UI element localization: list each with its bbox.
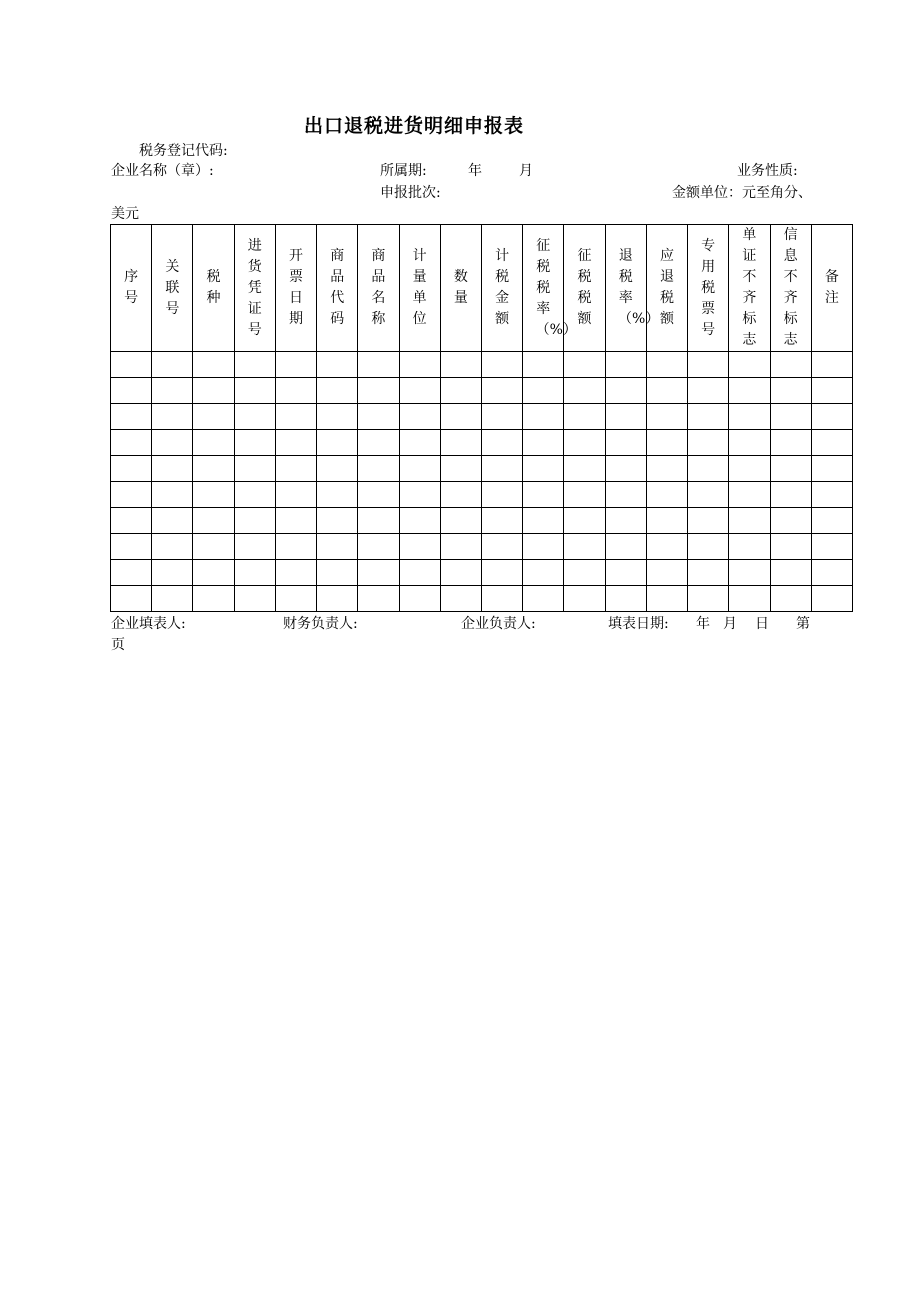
column-header-label: 进货凭证号 [247, 237, 262, 338]
table-cell[interactable] [193, 586, 234, 612]
table-cell[interactable] [193, 560, 234, 586]
table-cell[interactable] [811, 404, 852, 430]
table-cell[interactable] [523, 534, 564, 560]
table-cell[interactable] [275, 456, 316, 482]
table-cell[interactable] [564, 508, 605, 534]
table-cell[interactable] [399, 352, 440, 378]
table-cell[interactable] [481, 352, 522, 378]
period-month: 月 [519, 163, 533, 179]
table-cell[interactable] [440, 482, 481, 508]
table-cell[interactable] [152, 430, 193, 456]
table-row [111, 378, 853, 404]
table-cell[interactable] [358, 456, 399, 482]
table-cell[interactable] [729, 508, 770, 534]
column-header [481, 225, 522, 352]
period-year: 年 [468, 163, 482, 179]
table-cell[interactable] [605, 456, 646, 482]
table-cell[interactable] [523, 482, 564, 508]
page-label: 第 [796, 616, 810, 632]
column-header-label: 备注 [824, 269, 839, 306]
table-cell[interactable] [234, 430, 275, 456]
table-cell[interactable] [399, 534, 440, 560]
table-cell[interactable] [564, 430, 605, 456]
table-row [111, 352, 853, 378]
column-header-label: 计量单位 [412, 248, 427, 327]
column-header-label: 开票日期 [288, 248, 303, 327]
table-cell[interactable] [440, 560, 481, 586]
table-cell[interactable] [317, 430, 358, 456]
table-cell[interactable] [646, 586, 687, 612]
column-header-label: 数量 [453, 269, 468, 306]
table-cell[interactable] [317, 378, 358, 404]
column-header [234, 225, 275, 352]
table-cell[interactable] [481, 404, 522, 430]
table-row [111, 404, 853, 430]
table-cell[interactable] [193, 404, 234, 430]
page-title: 出口退税进货明细申报表 [303, 115, 524, 137]
table-cell[interactable] [646, 508, 687, 534]
table-cell[interactable] [770, 482, 811, 508]
table-cell[interactable] [605, 534, 646, 560]
table-cell[interactable] [564, 352, 605, 378]
table-cell[interactable] [605, 482, 646, 508]
table-cell[interactable] [729, 352, 770, 378]
column-header [646, 225, 687, 352]
table-cell[interactable] [440, 508, 481, 534]
table-cell[interactable] [729, 378, 770, 404]
table-cell[interactable] [770, 560, 811, 586]
table-cell[interactable] [111, 560, 152, 586]
table-cell[interactable] [440, 378, 481, 404]
table-cell[interactable] [275, 430, 316, 456]
table-cell[interactable] [317, 508, 358, 534]
column-header-label: 征税税率（%） [535, 237, 577, 338]
table-cell[interactable] [152, 456, 193, 482]
table-cell[interactable] [770, 378, 811, 404]
column-header-label: 计税金额 [495, 248, 510, 327]
table-cell[interactable] [564, 534, 605, 560]
table-row [111, 560, 853, 586]
table-cell[interactable] [317, 534, 358, 560]
table-cell[interactable] [688, 534, 729, 560]
table-cell[interactable] [770, 508, 811, 534]
table-cell[interactable] [481, 560, 522, 586]
table-cell[interactable] [234, 404, 275, 430]
table-cell[interactable] [275, 404, 316, 430]
table-cell[interactable] [275, 534, 316, 560]
table-cell[interactable] [646, 430, 687, 456]
table-cell[interactable] [234, 378, 275, 404]
table-cell[interactable] [688, 560, 729, 586]
amount-unit-continuation: 美元 [111, 206, 139, 222]
table-cell[interactable] [358, 560, 399, 586]
table-cell[interactable] [111, 482, 152, 508]
table-cell[interactable] [811, 586, 852, 612]
table-cell[interactable] [605, 560, 646, 586]
table-cell[interactable] [605, 378, 646, 404]
table-cell[interactable] [605, 586, 646, 612]
table-cell[interactable] [729, 482, 770, 508]
company-name-label: 企业名称（章）: [111, 163, 214, 179]
table-cell[interactable] [688, 378, 729, 404]
table-cell[interactable] [152, 534, 193, 560]
table-cell[interactable] [193, 508, 234, 534]
table-cell[interactable] [770, 404, 811, 430]
table-cell[interactable] [193, 352, 234, 378]
column-header-label: 退税率（%） [618, 248, 660, 327]
table-cell[interactable] [811, 456, 852, 482]
table-cell[interactable] [646, 534, 687, 560]
table-cell[interactable] [770, 456, 811, 482]
table-cell[interactable] [811, 508, 852, 534]
table-cell[interactable] [440, 586, 481, 612]
table-cell[interactable] [399, 430, 440, 456]
table-cell[interactable] [564, 378, 605, 404]
table-cell[interactable] [811, 482, 852, 508]
table-cell[interactable] [688, 482, 729, 508]
column-header [152, 225, 193, 352]
tax-code-label: 税务登记代码: [139, 143, 228, 159]
column-header-label: 征税税额 [577, 248, 592, 327]
column-header-label: 商品名称 [371, 248, 386, 327]
date-year: 年 [696, 616, 710, 632]
column-header-label: 商品代码 [330, 248, 345, 327]
table-cell[interactable] [440, 534, 481, 560]
page-label-continuation: 页 [111, 637, 125, 653]
table-cell[interactable] [770, 352, 811, 378]
table-cell[interactable] [523, 456, 564, 482]
manager-label: 企业负责人: [461, 616, 536, 632]
table-cell[interactable] [481, 456, 522, 482]
table-cell[interactable] [646, 482, 687, 508]
table-cell[interactable] [275, 352, 316, 378]
table-cell[interactable] [729, 430, 770, 456]
column-header-label: 税种 [206, 269, 221, 306]
table-cell[interactable] [564, 456, 605, 482]
table-cell[interactable] [729, 586, 770, 612]
table-cell[interactable] [481, 430, 522, 456]
table-row [111, 508, 853, 534]
table-cell[interactable] [729, 404, 770, 430]
table-cell[interactable] [564, 482, 605, 508]
table-cell[interactable] [317, 482, 358, 508]
period-label: 所属期: [380, 163, 427, 179]
declaration-table [110, 224, 853, 612]
table-cell[interactable] [523, 586, 564, 612]
table-cell[interactable] [358, 482, 399, 508]
table-header-row [111, 225, 853, 352]
table-cell[interactable] [770, 534, 811, 560]
table-cell[interactable] [523, 378, 564, 404]
table-cell[interactable] [111, 534, 152, 560]
table-cell[interactable] [152, 508, 193, 534]
table-cell[interactable] [234, 534, 275, 560]
table-cell[interactable] [399, 586, 440, 612]
date-month: 月 [723, 616, 737, 632]
table-cell[interactable] [688, 508, 729, 534]
table-cell[interactable] [193, 482, 234, 508]
table-cell[interactable] [317, 404, 358, 430]
table-cell[interactable] [317, 586, 358, 612]
table-cell[interactable] [770, 430, 811, 456]
table-cell[interactable] [440, 352, 481, 378]
table-cell[interactable] [605, 508, 646, 534]
table-cell[interactable] [111, 404, 152, 430]
table-cell[interactable] [523, 430, 564, 456]
date-day: 日 [755, 616, 769, 632]
column-header [729, 225, 770, 352]
column-header [399, 225, 440, 352]
table-cell[interactable] [440, 430, 481, 456]
table-cell[interactable] [275, 586, 316, 612]
table-cell[interactable] [564, 586, 605, 612]
table-cell[interactable] [399, 404, 440, 430]
table-cell[interactable] [234, 560, 275, 586]
table-cell[interactable] [481, 586, 522, 612]
column-header [770, 225, 811, 352]
table-cell[interactable] [399, 456, 440, 482]
table-cell[interactable] [523, 508, 564, 534]
table-cell[interactable] [111, 456, 152, 482]
table-cell[interactable] [152, 404, 193, 430]
table-cell[interactable] [440, 456, 481, 482]
business-type-label: 业务性质: [737, 163, 798, 179]
table-cell[interactable] [111, 430, 152, 456]
table-cell[interactable] [234, 352, 275, 378]
table-cell[interactable] [111, 508, 152, 534]
table-cell[interactable] [399, 560, 440, 586]
date-label: 填表日期: [608, 616, 669, 632]
table-cell[interactable] [811, 352, 852, 378]
table-cell[interactable] [646, 378, 687, 404]
table-cell[interactable] [193, 430, 234, 456]
table-cell[interactable] [688, 586, 729, 612]
table-row [111, 430, 853, 456]
column-header-label: 信息不齐标志 [783, 227, 798, 348]
table-cell[interactable] [646, 456, 687, 482]
table-cell[interactable] [234, 586, 275, 612]
table-cell[interactable] [729, 560, 770, 586]
table-cell[interactable] [399, 508, 440, 534]
table-cell[interactable] [317, 456, 358, 482]
column-header [358, 225, 399, 352]
table-cell[interactable] [317, 352, 358, 378]
finance-label: 财务负责人: [283, 616, 358, 632]
table-cell[interactable] [811, 378, 852, 404]
table-cell[interactable] [275, 508, 316, 534]
table-cell[interactable] [688, 456, 729, 482]
table-cell[interactable] [234, 482, 275, 508]
table-cell[interactable] [111, 378, 152, 404]
filler-label: 企业填表人: [111, 616, 186, 632]
table-cell[interactable] [646, 560, 687, 586]
batch-label: 申报批次: [380, 185, 441, 201]
table-cell[interactable] [234, 508, 275, 534]
table-cell[interactable] [358, 378, 399, 404]
table-cell[interactable] [399, 482, 440, 508]
table-cell[interactable] [358, 352, 399, 378]
column-header [111, 225, 152, 352]
table-cell[interactable] [523, 404, 564, 430]
table-cell[interactable] [358, 534, 399, 560]
column-header-label: 专用税票号 [701, 237, 716, 338]
table-cell[interactable] [275, 482, 316, 508]
table-cell[interactable] [193, 456, 234, 482]
amount-unit-label: 金额单位：元至角分、 [672, 185, 812, 201]
table-row [111, 456, 853, 482]
table-cell[interactable] [564, 560, 605, 586]
table-cell[interactable] [646, 404, 687, 430]
table-cell[interactable] [481, 378, 522, 404]
table-cell[interactable] [152, 482, 193, 508]
table-cell[interactable] [358, 404, 399, 430]
table-cell[interactable] [811, 534, 852, 560]
column-header [193, 225, 234, 352]
table-cell[interactable] [440, 404, 481, 430]
column-header [440, 225, 481, 352]
table-cell[interactable] [811, 560, 852, 586]
table-cell[interactable] [646, 352, 687, 378]
table-cell[interactable] [317, 560, 358, 586]
table-cell[interactable] [358, 586, 399, 612]
table-cell[interactable] [481, 534, 522, 560]
table-cell[interactable] [729, 534, 770, 560]
column-header-label: 应退税额 [659, 248, 674, 327]
table-cell[interactable] [275, 378, 316, 404]
table-cell[interactable] [688, 352, 729, 378]
table-cell[interactable] [152, 378, 193, 404]
table-cell[interactable] [481, 482, 522, 508]
table-cell[interactable] [605, 352, 646, 378]
table-cell[interactable] [811, 430, 852, 456]
column-header [317, 225, 358, 352]
column-header [688, 225, 729, 352]
table-cell[interactable] [152, 352, 193, 378]
table-cell[interactable] [481, 508, 522, 534]
table-cell[interactable] [111, 352, 152, 378]
table-cell[interactable] [523, 560, 564, 586]
table-cell[interactable] [770, 586, 811, 612]
table-cell[interactable] [564, 404, 605, 430]
column-header [523, 225, 577, 352]
table-cell[interactable] [234, 456, 275, 482]
table-cell[interactable] [193, 378, 234, 404]
table-cell[interactable] [605, 430, 646, 456]
table-cell[interactable] [193, 534, 234, 560]
table-row [111, 534, 853, 560]
table-cell[interactable] [111, 586, 152, 612]
column-header [811, 225, 852, 352]
column-header-label: 关联号 [165, 258, 180, 317]
table-cell[interactable] [729, 456, 770, 482]
column-header [275, 225, 316, 352]
table-cell[interactable] [152, 586, 193, 612]
table-cell[interactable] [688, 404, 729, 430]
table-cell[interactable] [688, 430, 729, 456]
column-header-label: 单证不齐标志 [742, 227, 757, 348]
table-cell[interactable] [358, 430, 399, 456]
table-cell[interactable] [605, 404, 646, 430]
table-row [111, 586, 853, 612]
table-cell[interactable] [275, 560, 316, 586]
column-header-label: 序号 [124, 269, 139, 306]
table-cell[interactable] [358, 508, 399, 534]
table-cell[interactable] [152, 560, 193, 586]
table-row [111, 482, 853, 508]
table-cell[interactable] [523, 352, 564, 378]
column-header [605, 225, 660, 352]
table-cell[interactable] [399, 378, 440, 404]
